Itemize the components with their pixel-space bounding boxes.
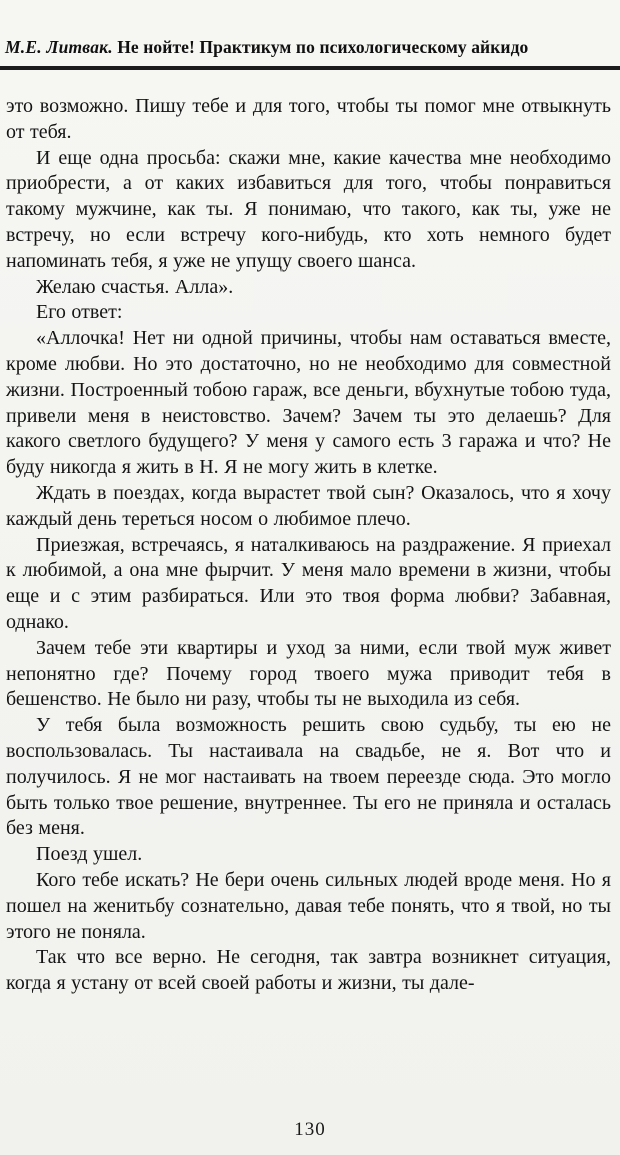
paragraph: Так что все верно. Не сегодня, так завтра возникнет ситуация, когда я устану от всей своей работы и жизни, ты дале- — [6, 946, 611, 995]
paragraph: «Аллочка! Нет ни одной причины, чтобы нам оставаться вместе, кроме любви. Но это достаточно, но не необходимо для совместной жизни. Построенный тобою гараж, все деньги, вбухнутые тобою туда, привели меня в неистовство. Зачем? Зачем ты это делаешь? Для какого светлого будущего? У меня у самого есть 3 гаража и что? Не буду никогда я жить в Н. Я не могу жить в клетке. — [6, 327, 611, 479]
paragraph: У тебя была возможность решить свою судьбу, ты ею не воспользовалась. Ты настаивала на свадьбе, не я. Вот что и получилось. Я не мог настаивать на твоем переезде сюда. Это могло быть только твое решение, внутреннее. Ты его не приняла и осталась без меня. — [6, 714, 611, 840]
paragraph: Кого тебе искать? Не бери очень сильных людей вроде меня. Но я пошел на женитьбу сознательно, давая тебе понять, что я твой, но ты этого не поняла. — [6, 868, 611, 943]
running-header — [5, 36, 620, 58]
page-number: 130 — [294, 1119, 326, 1140]
paragraph: Поезд ушел. — [36, 843, 143, 866]
page-text — [6, 94, 611, 997]
paragraph: Желаю счастья. Алла». — [36, 275, 234, 298]
paragraph: Ждать в поездах, когда вырастет твой сын? Оказалось, что я хочу каждый день тереться носом о любимое плечо. — [6, 481, 611, 530]
header-author: М.Е. Литвак. — [5, 37, 113, 57]
paragraph: это возможно. Пишу тебе и для того, чтобы ты помог мне отвыкнуть от тебя. — [6, 95, 611, 143]
paragraph: И еще одна просьба: скажи мне, какие качества мне необходимо приобрести, а от каких избавиться для того, чтобы понравиться такому мужчине, как ты. Я понимаю, что такого, как ты, уже не встречу, но если встречу кого-нибудь, кто хоть немного будет напоминать тебя, я уже не упущу своего шанса. — [6, 146, 611, 272]
header-book-title: Не нойте! Практикум по психологическому айкидо — [117, 37, 529, 57]
paragraph: Зачем тебе эти квартиры и уход за ними, если твой муж живет непонятно где? Почему город твоего мужа приводит тебя в бешенство. Не было ни разу, чтобы ты не выходила из себя. — [6, 636, 611, 711]
header-rule — [0, 66, 620, 70]
paragraph: Его ответ: — [36, 301, 123, 324]
paragraph: Приезжая, встречаясь, я наталкиваюсь на раздражение. Я приехал к любимой, а она мне фырчит. У меня мало времени в жизни, чтобы еще и с этим разбираться. Или это твоя форма любви? Забавная, однако. — [6, 533, 611, 633]
